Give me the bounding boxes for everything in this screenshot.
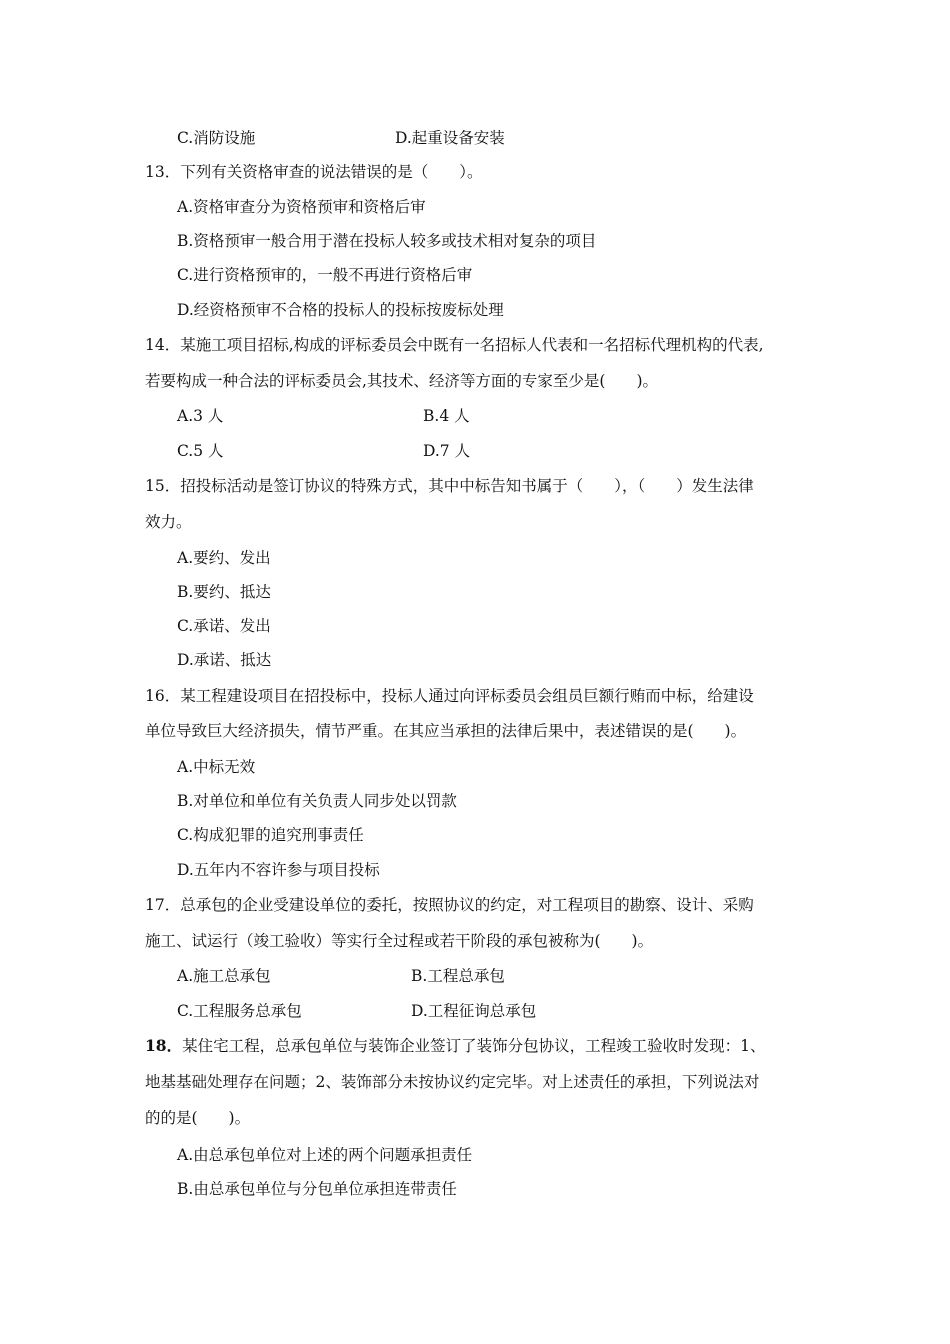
- question-text-line-2: 效力。: [145, 513, 192, 531]
- question-text-line-1: 招投标活动是签订协议的特殊方式，其中中标告知书属于（ ），（ ）发生法律: [180, 477, 754, 495]
- question-text-line-2: 地基基础处理存在问题；2、装饰部分未按协议约定完毕。对上述责任的承担，下列说法对: [145, 1073, 760, 1091]
- option-c: C.5 人: [177, 442, 224, 460]
- option-b: B.资格预审一般合用于潜在投标人较多或技术相对复杂的项目: [177, 232, 597, 250]
- option-d: D.承诺、抵达: [177, 651, 272, 669]
- question-text-line-1: 某工程建设项目在招投标中，投标人通过向评标委员会组员巨额行贿而中标，给建设: [180, 687, 754, 705]
- option-a: A.3 人: [177, 407, 224, 425]
- option-c: C.工程服务总承包: [177, 1002, 302, 1020]
- option-row: [177, 964, 505, 988]
- question-number: 16．: [145, 687, 181, 705]
- question-17: [145, 893, 754, 917]
- option-c: C.消防设施: [177, 129, 256, 147]
- option-d: D.工程征询总承包: [411, 1002, 537, 1020]
- option-a: A.资格审查分为资格预审和资格后审: [177, 198, 426, 216]
- question-text-line-2: 施工、试运行（竣工验收）等实行全过程或若干阶段的承包被称为( )。: [145, 932, 654, 950]
- question-text-line-1: 某施工项目招标,构成的评标委员会中既有一名招标人代表和一名招标代理机构的代表,: [180, 336, 764, 354]
- option-b: B.对单位和单位有关负责人同步处以罚款: [177, 792, 457, 810]
- option-a: A.施工总承包: [177, 967, 271, 985]
- option-row: [177, 439, 471, 463]
- question-number: 17．: [145, 896, 181, 914]
- option-d: D.经资格预审不合格的投标人的投标按废标处理: [177, 301, 504, 319]
- option-b: B.4 人: [423, 407, 470, 425]
- question-text-line-1: 某住宅工程，总承包单位与装饰企业签订了装饰分包协议，工程竣工验收时发现：1、: [182, 1037, 766, 1055]
- question-16: [145, 684, 754, 708]
- option-c: C.承诺、发出: [177, 617, 271, 635]
- option-row: [177, 999, 537, 1023]
- question-number: 13．: [145, 163, 181, 181]
- question-13: [145, 160, 483, 184]
- question-18: [145, 1034, 765, 1058]
- question-text-line-3: 的的是( )。: [145, 1109, 251, 1127]
- option-row: [177, 126, 505, 150]
- option-c: C.构成犯罪的追究刑事责任: [177, 826, 364, 844]
- option-a: A.要约、发出: [177, 549, 271, 567]
- question-15: [145, 474, 754, 498]
- question-text: 下列有关资格审查的说法错误的是（ ）。: [180, 163, 483, 181]
- option-d: D.起重设备安装: [395, 129, 505, 147]
- option-row: [177, 404, 470, 428]
- option-d: D.7 人: [423, 442, 471, 460]
- option-b: B.由总承包单位与分包单位承担连带责任: [177, 1180, 457, 1198]
- question-14: [145, 333, 764, 357]
- option-b: B.要约、抵达: [177, 583, 271, 601]
- option-d: D.五年内不容许参与项目投标: [177, 861, 380, 879]
- question-text-line-1: 总承包的企业受建设单位的委托，按照协议的约定，对工程项目的勘察、设计、采购: [180, 896, 754, 914]
- option-a: A.中标无效: [177, 758, 256, 776]
- question-number: 15．: [145, 477, 181, 495]
- option-b: B.工程总承包: [411, 967, 505, 985]
- option-a: A.由总承包单位对上述的两个问题承担责任: [177, 1146, 473, 1164]
- question-text-line-2: 单位导致巨大经济损失，情节严重。在其应当承担的法律后果中，表述错误的是( )。: [145, 722, 747, 740]
- question-text-line-2: 若要构成一种合法的评标委员会,其技术、经济等方面的专家至少是( )。: [145, 372, 659, 390]
- question-number: 18．: [145, 1036, 183, 1055]
- option-c: C.进行资格预审的，一般不再进行资格后审: [177, 266, 473, 284]
- question-number: 14．: [145, 336, 181, 354]
